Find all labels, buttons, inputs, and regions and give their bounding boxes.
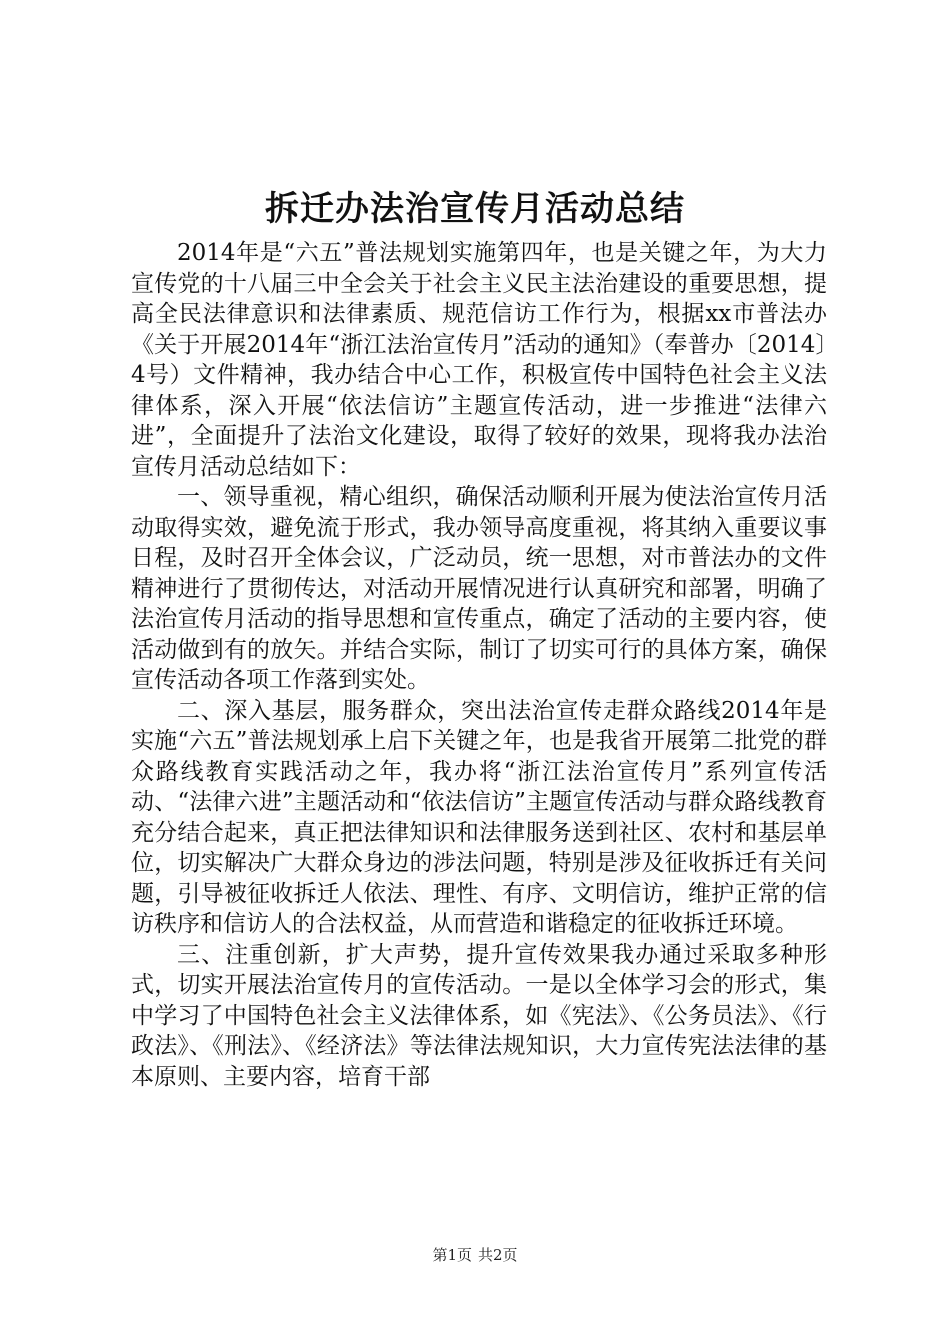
paragraph-section-2: 二、深入基层，服务群众，突出法治宣传走群众路线2014年是实施“六五”普法规划承上启下关键之年，也是我省开展第二批党的群众路线教育实践活动之年，我办将“浙江法治宣传月”系列宣传活动、“法律六进”主题活动和“依法信访”主题宣传活动与群众路线教育充分结合起来，真正把法律知识和法律服务送到社区、农村和基层单位，切实解决广大群众身边的涉法问题，特别是涉及征收拆迁有关问题，引导被征收拆迁人依法、理性、有序、文明信访，维护正常的信访秩序和信访人的合法权益，从而营造和谐稳定的征收拆迁环境。: [131, 697, 827, 937]
paragraph-intro: 2014年是“六五”普法规划实施第四年，也是关键之年，为大力宣传党的十八届三中全会关于社会主义民主法治建设的重要思想，提高全民法律意识和法律素质、规范信访工作行为，根据xx市普法办《关于开展2014年“浙江法治宣传月”活动的通知》（奉普办〔2014〕4号）文件精神，我办结合中心工作，积极宣传中国特色社会主义法律体系，深入开展“依法信访”主题宣传活动，进一步推进“法律六进”，全面提升了法治文化建设，取得了较好的效果，现将我办法治宣传月活动总结如下：: [131, 240, 827, 480]
paragraph-section-1: 一、领导重视，精心组织，确保活动顺利开展为使法治宣传月活动取得实效，避免流于形式，我办领导高度重视，将其纳入重要议事日程，及时召开全体会议，广泛动员，统一思想，对市普法办的文件精神进行了贯彻传达，对活动开展情况进行认真研究和部署，明确了法治宣传月活动的指导思想和宣传重点，确定了活动的主要内容，使活动做到有的放矢。并结合实际，制订了切实可行的具体方案，确保宣传活动各项工作落到实处。: [131, 484, 827, 693]
page-footer: [0, 1245, 950, 1265]
page-number: 第1页: [432, 1246, 472, 1264]
document-body: [131, 238, 827, 1092]
paragraph-section-3: 三、注重创新，扩大声势，提升宣传效果我办通过采取多种形式，切实开展法治宣传月的宣传活动。一是以全体学习会的形式，集中学习了中国特色社会主义法律体系，如《宪法》、《公务员法》、《行政法》、《刑法》、《经济法》等法律法规知识，大力宣传宪法法律的基本原则、主要内容，培育干部: [131, 941, 827, 1090]
document-title: 拆迁办法治宣传月活动总结: [265, 189, 685, 229]
page-total: 共2页: [478, 1246, 518, 1264]
